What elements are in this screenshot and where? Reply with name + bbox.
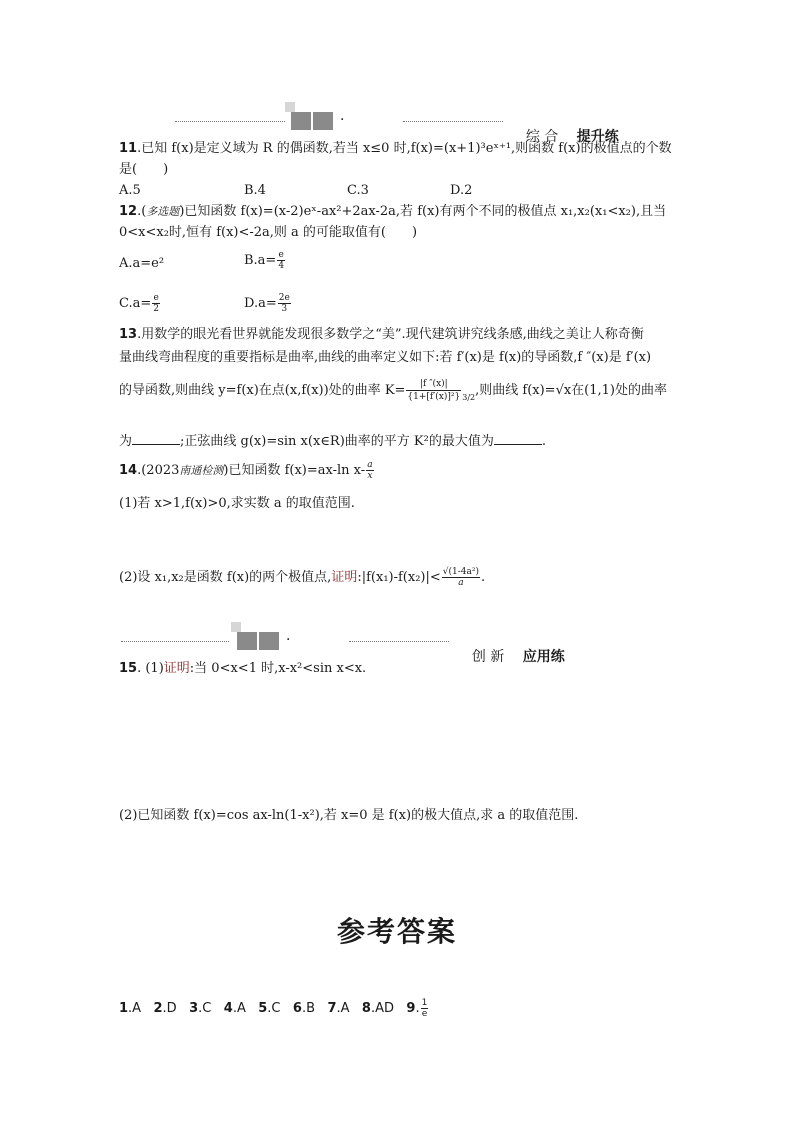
section-dot: · (340, 112, 345, 128)
q12-option-c: C.a= $\frac{e}{2}$ (119, 293, 159, 314)
question-11-line2: 是( ) (119, 162, 169, 177)
q12-option-b: B.a= $\frac{e}{4}$ (244, 250, 285, 271)
question-15-part2: (2)已知函数 f(x)=cos ax-ln(1-x²),若 x=0 是 f(x)的极大值点,求 a 的取值范围. (119, 808, 579, 823)
question-13-line2: 量曲线弯曲程度的重要指标是曲率,曲线的曲率定义如下:若 f′(x)是 f(x)的导函数,f ″(x)是 f′(x) (119, 350, 652, 365)
question-13-line3: 的导函数,则曲线 y=f(x)在点(x,f(x))处的曲率 K= $\frac{|f ''(x)|}{\text{\{1+[f′(x)]²\}}}$ $_{3/2}$,则曲线 f(x)=√x在(1,1)处的曲率 (119, 379, 668, 402)
answer-item: 4.A (223, 1001, 246, 1016)
fraction: $\frac{\text{√(1-4a²)}}{a}$ (442, 567, 479, 588)
section-decoration (313, 112, 333, 130)
section-header-comprehensive (0, 110, 794, 145)
answer-item: 7.A (327, 1001, 350, 1016)
divider (349, 641, 449, 642)
answer-item: 5.C (258, 1001, 281, 1016)
question-11-line1: 11.已知 f(x)是定义域为 R 的偶函数,若当 x≤0 时,f(x)=(x+1)³eˣ⁺¹,则函数 f(x)的极值点的个数 (119, 141, 672, 156)
fraction: $\frac{2e}{3}$ (278, 293, 290, 314)
answer-item: 3.C (189, 1001, 212, 1016)
q11-option-d: D.2 (450, 183, 473, 198)
question-12-line1: 12.(多选题)已知函数 f(x)=(x-2)eˣ-ax²+2ax-2a,若 f(x)有两个不同的极值点 x₁,x₂(x₁<x₂),且当 (119, 204, 667, 219)
answer-list (119, 998, 429, 1019)
section-title: 创 新 应用练 (471, 649, 565, 665)
fraction: $\frac{e}{2}$ (153, 293, 159, 314)
divider (403, 121, 503, 122)
section-title: 综 合 提升练 (525, 129, 619, 145)
q11-option-a: A.5 (119, 183, 141, 198)
q12-option-d: D.a= $\frac{2e}{3}$ (244, 293, 290, 314)
section-dot: · (286, 632, 291, 648)
section-decoration (291, 112, 311, 130)
curvature-fraction: $\frac{|f ''(x)|}{\text{\{1+[f′(x)]²\}}}$ (407, 379, 461, 402)
answer-item: 8.AD (361, 1001, 395, 1016)
answers-heading: 参考答案 (336, 915, 457, 948)
question-14-line1: 14.(2023南通检测)已知函数 f(x)=ax-ln x- $\frac{a}{x}$ (119, 460, 373, 481)
question-15-part1: 15. (1)证明:当 0<x<1 时,x-x²<sin x<x. (119, 661, 367, 676)
answer-item: 2.D (153, 1001, 177, 1016)
exponent: 3/2 (462, 393, 476, 402)
answer-item: 6.B (292, 1001, 316, 1016)
fraction: $\frac{e}{4}$ (278, 250, 285, 271)
question-13-line1: 13.用数学的眼光看世界就能发现很多数学之“美”.现代建筑讲究线条感,曲线之美让人称奇衡 (119, 327, 644, 342)
answer-blank[interactable] (494, 432, 542, 445)
fraction: $\frac{a}{x}$ (367, 460, 373, 481)
question-14-part2: (2)设 x₁,x₂是函数 f(x)的两个极值点,证明:|f(x₁)-f(x₂)|< $\frac{\text{√(1-4a²)}}{a}$ . (119, 567, 486, 588)
section-decoration (231, 622, 241, 632)
answer-item: 1.A (119, 1001, 142, 1016)
q11-option-c: C.3 (347, 183, 369, 198)
q11-option-b: B.4 (244, 183, 266, 198)
answer-item: 9. $\frac{1}{e}$ (406, 998, 428, 1019)
question-14-part1: (1)若 x>1,f(x)>0,求实数 a 的取值范围. (119, 496, 355, 511)
answer-blank[interactable] (132, 432, 180, 445)
divider (175, 121, 285, 122)
section-header-innovation (0, 630, 794, 665)
q12-option-a: A.a=e² (119, 256, 165, 271)
fraction: $\frac{1}{e}$ (421, 998, 428, 1019)
section-decoration (259, 632, 279, 650)
divider (121, 641, 229, 642)
question-13-line4: 为 ;正弦曲线 g(x)=sin x(x∈R)曲率的平方 K²的最大值为 . (119, 434, 546, 449)
section-decoration (285, 102, 295, 112)
section-decoration (237, 632, 257, 650)
question-12-line2: 0<x<x₂时,恒有 f(x)<-2a,则 a 的可能取值有( ) (119, 225, 418, 240)
